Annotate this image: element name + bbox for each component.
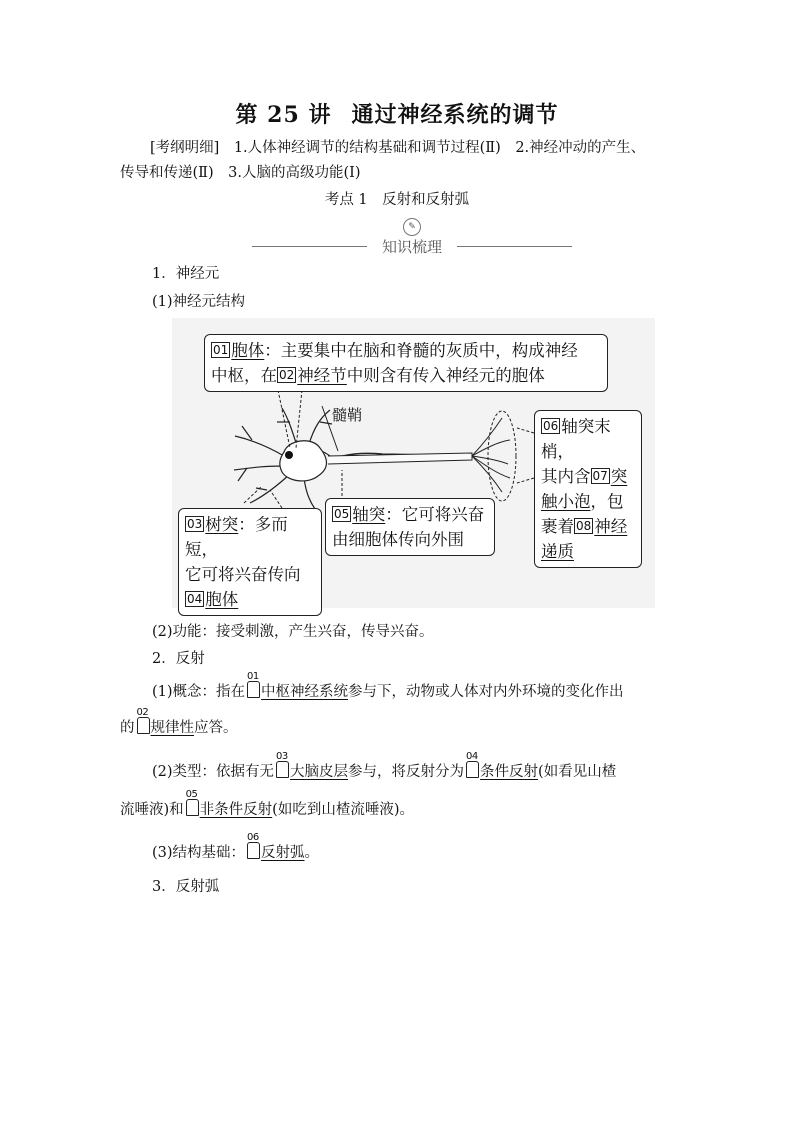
callout-text: ：主要集中在脑和脊髓的灰质中，构成神经: [264, 341, 578, 360]
callout-text: 其内含: [541, 467, 591, 486]
callout-text: 中枢，在: [211, 366, 277, 385]
term: 触小泡: [541, 492, 591, 511]
blank-badge: [466, 751, 479, 778]
label-number: 02: [279, 368, 295, 382]
callout-text: 由细胞体传向外围: [332, 530, 464, 549]
axon-callout: [325, 498, 495, 556]
label-number: 03: [187, 517, 203, 531]
item-label: (3)结构基础: [152, 845, 231, 861]
item-text: ：指在: [201, 684, 246, 700]
item-text: 参与，将反射分为: [348, 764, 465, 780]
section-heading: 2．反射: [152, 651, 205, 667]
label-number: 04: [187, 592, 203, 606]
lecture-title: 通过神经系统的调节: [351, 102, 559, 128]
item-text: 应答。: [194, 720, 238, 736]
item-text: 参与下，动物或人体对内外环境的变化作出: [348, 684, 624, 700]
term: 轴突: [352, 505, 386, 524]
answer: 条件反射: [480, 764, 539, 780]
item-text: ：依据有无: [201, 764, 275, 780]
terminal-outline: [488, 411, 516, 501]
blank-number: 03: [276, 751, 288, 762]
myelin-label: 髓鞘: [332, 406, 363, 424]
blank-badge: [185, 789, 199, 816]
term: 胞体: [205, 590, 239, 609]
blank-badge: [136, 707, 150, 734]
axon-terminal-callout: [534, 410, 642, 568]
syllabus-line-1: [考纲明细] 1.人体神经调节的结构基础和调节过程(Ⅱ) 2.神经冲动的产生、: [150, 140, 646, 156]
item-label: (2)功能: [152, 624, 202, 640]
neuron-figure: [172, 318, 655, 608]
neuron-function: [152, 620, 434, 641]
reflex-concept-line1: [152, 671, 624, 701]
blank-number: 04: [466, 751, 478, 762]
callout-text: ，包: [590, 492, 624, 511]
section-heading: 3．反射弧: [152, 879, 220, 895]
pen-icon: ✎: [403, 218, 421, 236]
answer: 反射弧: [261, 845, 305, 861]
blank-number: 05: [185, 789, 198, 800]
page-title: [0, 98, 794, 129]
term: 递质: [541, 542, 574, 561]
item-text: (如看见山楂: [538, 764, 617, 780]
label-number: 01: [213, 343, 229, 357]
term: 突: [610, 467, 628, 486]
label-number: 08: [576, 519, 592, 533]
item-text: 的: [120, 720, 135, 736]
callout-text: ：多而短，: [185, 515, 288, 559]
reflex-concept-line2: [120, 707, 238, 737]
label-number: 07: [592, 469, 608, 483]
term: 神经节: [297, 366, 347, 385]
knowledge-banner: [252, 218, 572, 258]
blank-badge: [276, 751, 289, 778]
item-text: ：: [230, 845, 246, 861]
blank-number: 01: [247, 671, 259, 682]
syllabus-line-2: 传导和传递(Ⅱ) 3.人脑的高级功能(Ⅰ): [120, 165, 361, 181]
reflex-structure: [152, 832, 320, 862]
label-number: 06: [543, 419, 559, 433]
cell-body-callout: [204, 334, 608, 392]
callout-text: 裹着: [541, 517, 574, 536]
subsection-heading: (1)神经元结构: [152, 294, 246, 310]
blank-badge: [247, 671, 260, 698]
reflex-types-line1: [152, 751, 617, 781]
item-text: ：接受刺激，产生兴奋，传导兴奋。: [201, 624, 434, 640]
label-number: 05: [334, 507, 350, 521]
blank-number: 06: [247, 832, 259, 843]
blank-badge: [247, 832, 260, 859]
callout-text: ：它可将兴奋: [385, 505, 485, 524]
callout-text: 中则含有传入神经元的胞体: [346, 366, 545, 385]
section-heading: 1．神经元: [152, 266, 220, 282]
blank-number: 02: [136, 707, 149, 718]
callout-text: 轴突末梢，: [541, 417, 611, 461]
answer: 大脑皮层: [290, 764, 349, 780]
dendrite-callout: [178, 508, 322, 616]
answer: 规律性: [150, 720, 194, 736]
item-text: 流唾液)和: [120, 802, 184, 818]
term: 胞体: [231, 341, 265, 360]
cell-body: [280, 441, 327, 481]
item-label: (2)类型: [152, 764, 202, 780]
reflex-types-line2: [120, 789, 414, 819]
answer: 中枢神经系统: [261, 684, 349, 700]
knowledge-label: 知识梳理: [381, 238, 442, 256]
item-text: (如吃到山楂流唾液)。: [272, 802, 414, 818]
answer: 非条件反射: [199, 802, 273, 818]
term: 树突: [205, 515, 239, 534]
item-text: 。: [304, 845, 320, 861]
term: 神经: [594, 517, 628, 536]
callout-text: 它可将兴奋传向: [185, 565, 301, 584]
lecture-number: 第 25 讲: [235, 102, 332, 128]
exam-point-title: 考点 1 反射和反射弧: [324, 192, 470, 208]
item-label: (1)概念: [152, 684, 202, 700]
nucleus: [285, 451, 293, 459]
